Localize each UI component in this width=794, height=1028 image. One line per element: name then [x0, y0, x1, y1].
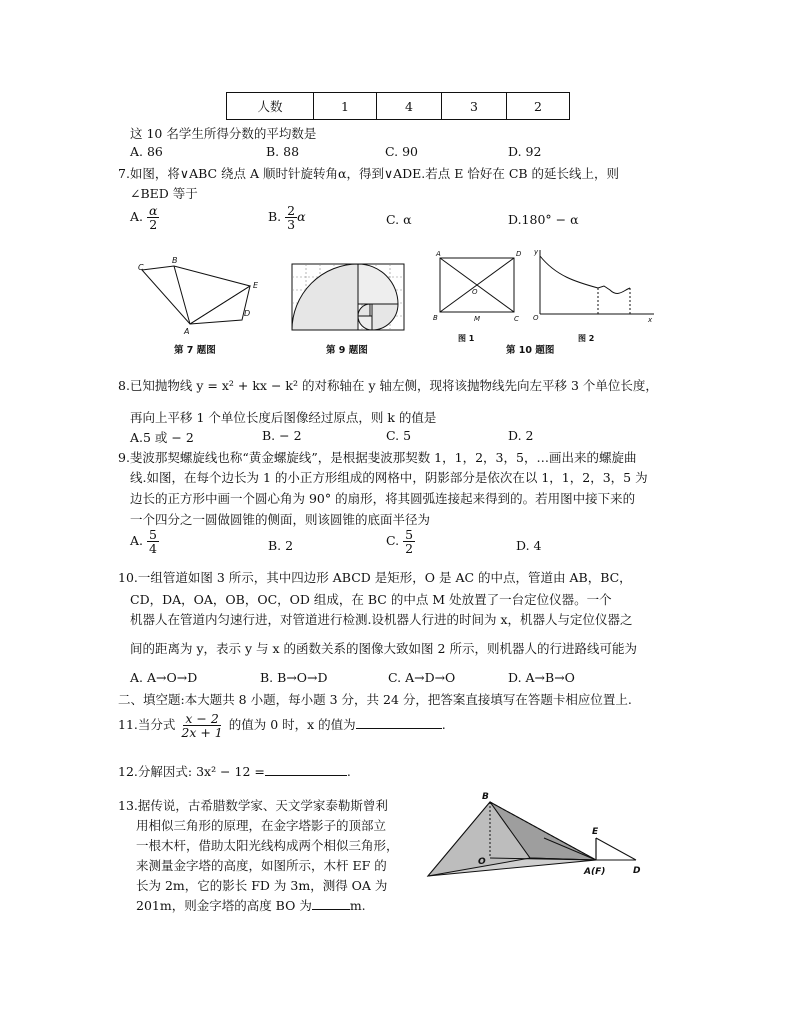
figure-7-caption: 第 7 题图: [174, 345, 216, 356]
fraction: $\frac{2}{3}$: [287, 203, 296, 233]
figure-7: [138, 256, 259, 336]
q8-option-b: B. − 2: [262, 428, 302, 443]
section-2-heading: 二、填空题:本大题共 8 小题，每小题 3 分，共 24 分，把答案直接填写在答题卡相应位置上.: [118, 692, 632, 707]
pyramid-label: O: [478, 857, 486, 867]
q7-line2: ∠BED 等于: [130, 186, 198, 201]
q7-line1: 7.如图，将∨ABC 绕点 A 顺时针旋转角α，得到∨ADE.若点 E 恰好在 CB 的延长线上，则: [118, 166, 620, 181]
fig10a-label: A: [436, 250, 441, 258]
q13-line3: 一根木杆，借助太阳光线构成两个相似三角形，: [136, 838, 399, 853]
q10-option-b: B. B→O→D: [260, 670, 328, 685]
table-cell: 1: [314, 93, 377, 120]
fig10a-label: M: [474, 315, 481, 323]
answer-blank[interactable]: [312, 897, 350, 910]
fig7-label: B: [172, 256, 178, 265]
q9-line3: 边长的正方形中画一个圆心角为 90° 的扇形，将其圆弧连接起来得到的。若用图中接下来的: [130, 491, 636, 506]
q10-line1: 10.一组管道如图 3 所示，其中四边形 ABCD 是矩形，O 是 AC 的中点，管道由 AB，BC，: [118, 570, 632, 585]
q6-option-b: B. 88: [266, 144, 300, 159]
q6-stem: 这 10 名学生所得分数的平均数是: [130, 126, 317, 141]
fraction: $\frac{5}{4}$: [149, 527, 157, 557]
fig10a-label: O: [472, 288, 478, 296]
fig7-label: A: [184, 327, 190, 336]
q7-option-c: C. α: [386, 212, 412, 227]
q8-option-d: D. 2: [508, 428, 534, 443]
score-table: [226, 92, 570, 120]
q9-option-a: A. $\frac{5}{4}$: [130, 527, 157, 557]
q8-line1: 8.已知抛物线 y = x² + kx − k² 的对称轴在 y 轴左侧，现将该抛物线先向左平移 3 个单位长度，: [118, 378, 658, 393]
fig10b-label: x: [648, 316, 653, 324]
q10-option-c: C. A→D→O: [388, 670, 456, 685]
q6-option-a: A. 86: [130, 144, 163, 159]
q10-option-a: A. A→O→D: [130, 670, 198, 685]
q8-option-a: A.5 或 − 2: [130, 430, 194, 445]
pyramid-label: D: [633, 866, 641, 876]
figure-row: [130, 246, 670, 358]
q6-option-d: D. 92: [508, 144, 542, 159]
q7-option-d: D.180° − α: [508, 212, 579, 227]
fraction: $\frac{\alpha}{2}$: [149, 203, 158, 233]
q10-line2: CD，DA，OA，OB，OC，OD 组成，在 BC 的中点 M 处放置了一台定位仪器。一个: [130, 592, 612, 607]
figure-10-fig2-caption: 图 2: [578, 334, 595, 343]
fig10b-label: O: [533, 314, 539, 322]
q9-option-d: D. 4: [516, 538, 542, 553]
q13-line2: 用相似三角形的原理，在金字塔影子的顶部立: [136, 818, 387, 833]
table-cell: 2: [507, 93, 570, 120]
q10-line3: 机器人在管道内匀速行进，对管道进行检测.设机器人行进的时间为 x，机器人与定位仪器之: [130, 612, 633, 627]
fraction: $\frac{x - 2}{2x + 1}$: [181, 711, 223, 741]
answer-blank[interactable]: [265, 763, 347, 776]
pyramid-label: A(F): [584, 867, 606, 877]
figure-9: [292, 264, 404, 330]
q9-line2: 线.如图，在每个边长为 1 的小正方形组成的网格中，阴影部分是依次在以 1，1，2，3，5 为: [130, 470, 648, 485]
figure-10-fig1: [433, 250, 522, 323]
q13-line4: 来测量金字塔的高度，如图所示，木杆 EF 的: [136, 858, 387, 873]
answer-blank[interactable]: [356, 716, 442, 729]
q11: 11.当分式 $\frac{x - 2}{2x + 1}$ 的值为 0 时，x 的值为 .: [118, 711, 446, 741]
table-cell: 3: [442, 93, 507, 120]
figure-10-fig2: [533, 248, 654, 324]
fig7-label: D: [244, 309, 251, 318]
fraction: $\frac{5}{2}$: [405, 527, 414, 557]
fig10a-label: B: [433, 314, 438, 322]
pyramid-label: E: [592, 827, 599, 837]
q8-option-c: C. 5: [386, 428, 412, 443]
fig10a-label: D: [516, 250, 522, 258]
q12: 12.分解因式: 3x² − 12 = .: [118, 764, 351, 779]
fig7-label: E: [253, 281, 259, 290]
q10-option-d: D. A→B→O: [508, 670, 575, 685]
q13-line1: 13.据传说，古希腊数学家、天文学家泰勒斯曾利: [118, 798, 388, 813]
figure-10-caption: 第 10 题图: [506, 345, 555, 356]
q9-line1: 9.斐波那契螺旋线也称“黄金螺旋线”，是根据斐波那契数 1，1，2，3，5，…画出来的螺旋曲: [118, 450, 637, 465]
fig10b-label: y: [534, 248, 539, 256]
table-row-label: 人数: [227, 93, 314, 120]
q9-option-c: C. $\frac{5}{2}$: [386, 527, 414, 557]
q9-line4: 一个四分之一圆做圆锥的侧面，则该圆锥的底面半径为: [130, 512, 431, 527]
table-cell: 4: [377, 93, 442, 120]
pyramid-figure: [424, 788, 654, 888]
q13-line5: 长为 2m，它的影长 FD 为 3m，测得 OA 为: [136, 878, 388, 893]
q7-option-a: A. $\frac{\alpha}{2}$: [130, 203, 158, 233]
q8-line2: 再向上平移 1 个单位长度后图像经过原点，则 k 的值是: [130, 410, 437, 425]
q6-option-c: C. 90: [385, 144, 418, 159]
pyramid-label: B: [482, 792, 489, 802]
q10-line4: 间的距离为 y，表示 y 与 x 的函数关系的图像大致如图 2 所示，则机器人的行进路线可能为: [130, 641, 637, 656]
figure-10-fig1-caption: 图 1: [458, 334, 475, 343]
q13-line6: 201m，则金字塔的高度 BO 为 m.: [136, 898, 366, 913]
fig10a-label: C: [514, 315, 519, 323]
table-row: [227, 93, 570, 120]
q7-option-b: B. $\frac{2}{3}$ α: [268, 203, 306, 233]
fig7-label: C: [138, 263, 144, 272]
q9-option-b: B. 2: [268, 538, 294, 553]
figure-9-caption: 第 9 题图: [326, 345, 368, 356]
